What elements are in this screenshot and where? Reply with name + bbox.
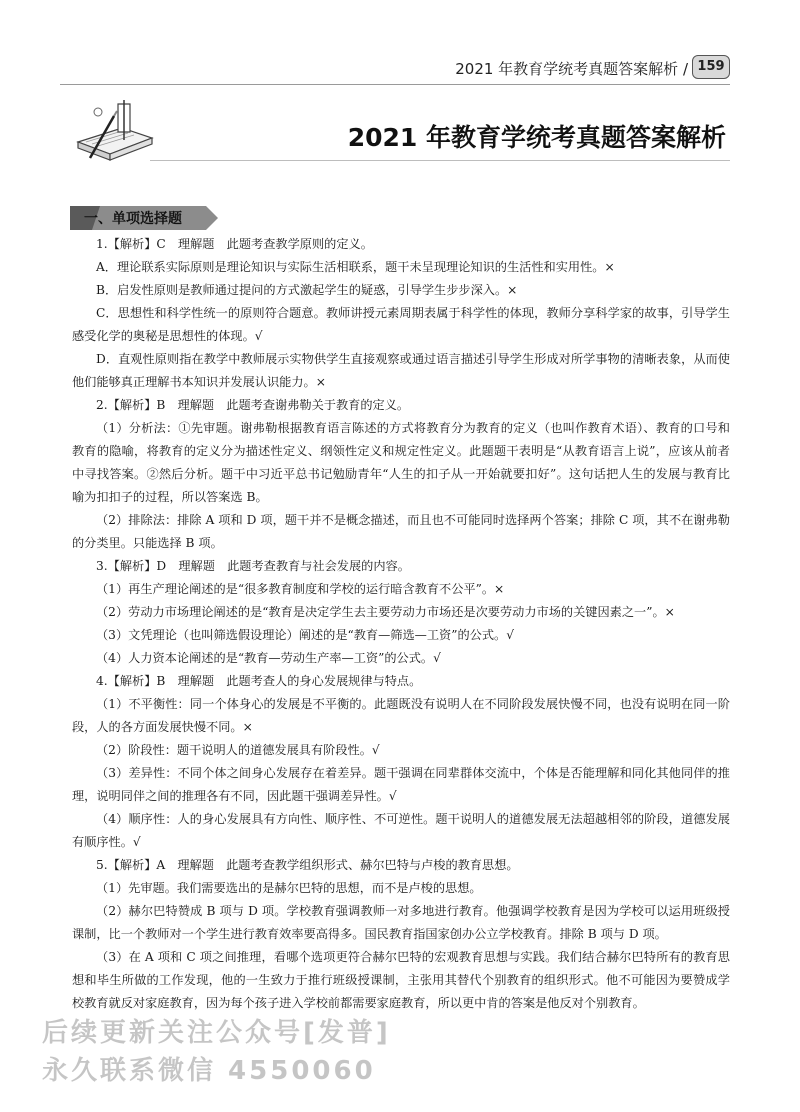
paragraph: （1）不平衡性：同一个体身心的发展是不平衡的。此题既没有说明人在不同阶段发展快慢不同，也没有说明在同一阶段，人的各方面发展快慢不同。× (72, 697, 730, 734)
watermark-line-2: 永久联系微信 4550060 (42, 1056, 376, 1086)
paragraph: （1）再生产理论阐述的是“很多教育制度和学校的运行暗含教育不公平”。× (96, 582, 505, 596)
answer-body (72, 233, 730, 1015)
paragraph: （4）顺序性：人的身心发展具有方向性、顺序性、不可逆性。题干说明人的道德发展无法超越相邻的阶段，道德发展有顺序性。√ (72, 812, 730, 849)
books-pen-illustration-icon (70, 98, 160, 166)
paragraph: （3）在 A 项和 C 项之间推理，看哪个选项更符合赫尔巴特的宏观教育思想与实践。我们结合赫尔巴特所有的教育思想和毕生所做的工作发现，他的一生致力于推行班级授课制，主张用其替代个别教育的组织形式。他不可能因为要赞成学校教育就反对家庭教育，因为每个孩子进入学校前都需要家庭教育，所以更中肯的答案是他反对个别教育。 (72, 950, 730, 1010)
paragraph: （2）排除法：排除 A 项和 D 项，题干并不是概念描述，而且也不可能同时选择两个答案；排除 C 项，其不在谢弗勒的分类里。只能选择 B 项。 (72, 513, 730, 550)
paragraph: （1）分析法：①先审题。谢弗勒根据教育语言陈述的方式将教育分为教育的定义（也叫作教育术语）、教育的口号和教育的隐喻，将教育的定义分为描述性定义、纲领性定义和规定性定义。此题题干表明是“从教育语言上说”，应该从前者中寻找答案。②然后分析。题干中习近平总书记勉励青年“人生的扣子从一开始就要扣好”。这句话把人生的发展与教育比喻为扣扣子的过程，所以答案选 B。 (72, 421, 730, 504)
paragraph: 2.【解析】B 理解题 此题考查谢弗勒关于教育的定义。 (96, 398, 410, 412)
paragraph: （2）劳动力市场理论阐述的是“教育是决定学生去主要劳动力市场还是次要劳动力市场的关键因素之一”。× (96, 605, 675, 619)
page-number-badge: 159 (692, 55, 730, 79)
chapter-rule (150, 160, 730, 161)
paragraph: 1.【解析】C 理解题 此题考查教学原则的定义。 (96, 237, 373, 251)
paragraph: （3）文凭理论（也叫筛选假设理论）阐述的是“教育—筛选—工资”的公式。√ (96, 628, 514, 642)
header-rule (60, 84, 730, 85)
paragraph: （1）先审题。我们需要选出的是赫尔巴特的思想，而不是卢梭的思想。 (96, 881, 482, 895)
running-header (0, 52, 800, 88)
paragraph: （4）人力资本论阐述的是“教育—劳动生产率—工资”的公式。√ (96, 651, 441, 665)
paragraph: （2）赫尔巴特赞成 B 项与 D 项。学校教育强调教师一对多地进行教育。他强调学校教育是因为学校可以运用班级授课制，比一个教师对一个学生进行教育效率要高得多。国民教育指国家创办公立学校教育。排除 B 项与 D 项。 (72, 904, 730, 941)
chapter-title: 2021 年教育学统考真题答案解析 (347, 123, 726, 152)
section-badge (70, 206, 218, 230)
watermark (42, 1014, 391, 1090)
section-heading: 一、单项选择题 (84, 211, 182, 227)
paragraph: 3.【解析】D 理解题 此题考查教育与社会发展的内容。 (96, 559, 410, 573)
watermark-line-1: 后续更新关注公众号[发普] (42, 1018, 391, 1048)
paragraph: B．启发性原则是教师通过提问的方式激起学生的疑惑，引导学生步步深入。× (96, 283, 518, 297)
paragraph: D．直观性原则指在教学中教师展示实物供学生直接观察或通过语言描述引导学生形成对所学事物的清晰表象，从而使他们能够真正理解书本知识并发展认识能力。× (72, 352, 730, 389)
paragraph: （2）阶段性：题干说明人的道德发展具有阶段性。√ (96, 743, 380, 757)
paragraph: C．思想性和科学性统一的原则符合题意。教师讲授元素周期表属于科学性的体现，教师分享科学家的故事，引导学生感受化学的奥秘是思想性的体现。√ (72, 306, 730, 343)
paragraph: A．理论联系实际原则是理论知识与实际生活相联系，题干未呈现理论知识的生活性和实用性。× (96, 260, 615, 274)
paragraph: 4.【解析】B 理解题 此题考查人的身心发展规律与特点。 (96, 674, 422, 688)
running-header-title: 2021 年教育学统考真题答案解析 / (455, 60, 688, 78)
paragraph: 5.【解析】A 理解题 此题考查教学组织形式、赫尔巴特与卢梭的教育思想。 (96, 858, 519, 872)
paragraph: （3）差异性：不同个体之间身心发展存在着差异。题干强调在同辈群体交流中，个体是否能理解和同化其他同伴的推理，说明同伴之间的推理各有不同，因此题干强调差异性。√ (72, 766, 730, 803)
